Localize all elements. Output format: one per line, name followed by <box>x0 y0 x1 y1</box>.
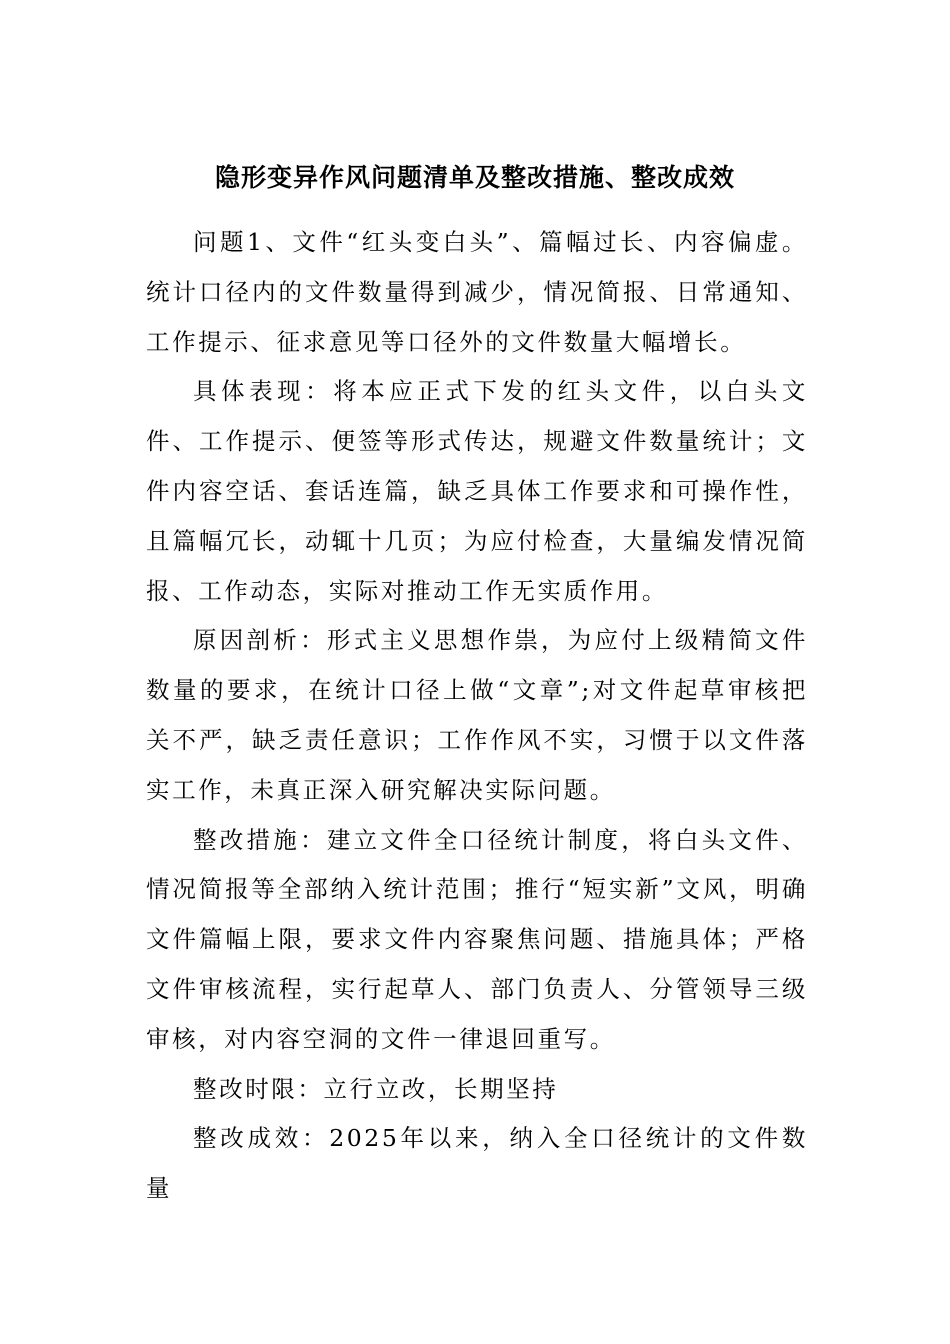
paragraph-cause-analysis: 原因剖析：形式主义思想作祟，为应付上级精简文件数量的要求，在统计口径上做“文章”;对文件起草审核把关不严，缺乏责任意识；工作作风不实，习惯于以文件落实工作，未真正深入研究解决实际问题。 <box>146 626 808 804</box>
document-body <box>146 218 808 1214</box>
document-title: 隐形变异作风问题清单及整改措施、整改成效 <box>214 163 735 192</box>
paragraph-rectification-deadline: 整改时限：立行立改，长期坚持 <box>193 1074 559 1103</box>
paragraph-manifestation: 具体表现：将本应正式下发的红头文件，以白头文件、工作提示、便签等形式传达，规避文件数量统计；文件内容空话、套话连篇，缺乏具体工作要求和可操作性，且篇幅冗长，动辄十几页；为应付检查，大量编发情况简报、工作动态，实际对推动工作无实质作用。 <box>146 377 808 605</box>
paragraph-problem: 问题1、文件“红头变白头”、篇幅过长、内容偏虚。统计口径内的文件数量得到减少，情况简报、日常通知、工作提示、征求意见等口径外的文件数量大幅增长。 <box>146 228 808 356</box>
paragraph-rectification-results: 整改成效：2025年以来，纳入全口径统计的文件数量 <box>146 1124 808 1203</box>
paragraph-rectification-measures: 整改措施：建立文件全口径统计制度，将白头文件、情况简报等全部纳入统计范围；推行“短实新”文风，明确文件篇幅上限，要求文件内容聚焦问题、措施具体；严格文件审核流程，实行起草人、部门负责人、分管领导三级审核，对内容空洞的文件一律退回重写。 <box>146 825 808 1053</box>
